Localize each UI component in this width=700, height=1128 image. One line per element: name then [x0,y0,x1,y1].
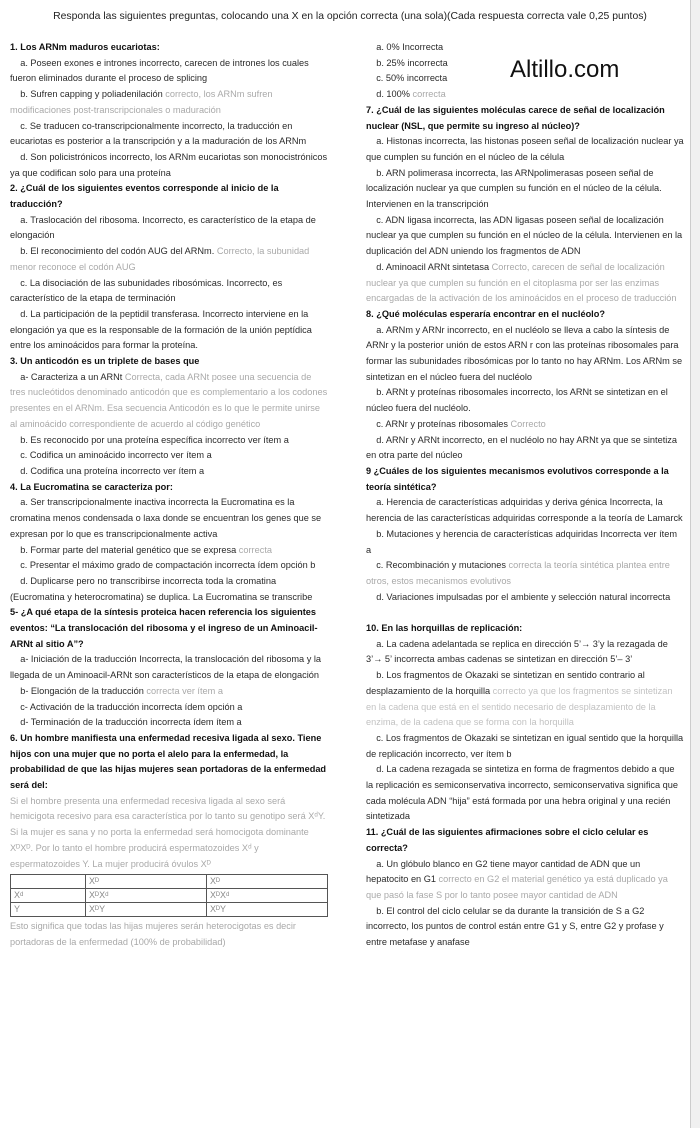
option-text: b. 25% incorrecta [366,57,448,68]
option-text: 3. Un anticodón es un triplete de bases que [10,356,200,367]
option-text: c. Presentar el máximo grado de compactación incorrecta ídem opción b [10,560,316,571]
explanation-text: correcta ver ítem a [146,685,223,696]
answer-option [10,715,328,731]
punnett-row [11,875,328,889]
option-text: c. 50% incorrecta [366,73,448,84]
option-text: a. Traslocación del ribosoma. Incorrecto, es característico de la etapa de elongación [10,214,316,241]
answer-option [366,433,684,464]
answer-option [10,448,328,464]
explanation-text: Correcto [510,418,546,429]
question [366,464,684,495]
option-text: d. ARNr y ARNt incorrecto, en el nucléolo no hay ARNt ya que se sintetiza en otra parte del núcleo [366,434,677,461]
option-text: d. Codifica una proteína incorrecto ver ítem a [10,465,205,476]
answer-option [10,307,328,354]
punnett-row [11,889,328,903]
option-text: c. Los fragmentos de Okazaki se sintetizan en igual sentido que la horquilla de replicación incorrecto, ver ítem b [366,732,684,759]
left-column [10,40,328,951]
explanation-text: correcto en G2 el material genético ya está duplicado ya que pasó la fase S por lo tanto posee mayor cantidad de ADN [366,874,668,900]
option-text: c. Se traducen co-transcripcionalmente incorrecto, la traducción en eucariotas es posterior a la transcripción y a la maduración de los ARNm [10,120,307,147]
punnett-cell: XᴰXᵈ [207,889,328,903]
punnett-cell: XᴰY [207,903,328,917]
option-text: 1. Los ARNm maduros eucariotas: [10,42,160,52]
option-text: b. Sufren capping y poliadenilación [10,89,166,100]
option-text: a. Histonas incorrecta, las histonas poseen señal de localización nuclear ya que cumplen su función en el núcleo de la célula [366,136,684,162]
option-text: d. Variaciones impulsadas por el ambiente y selección natural incorrecta [366,591,671,602]
answer-option [10,558,328,574]
answer-option [10,574,328,605]
answer-option [366,56,684,72]
option-text: b. El control del ciclo celular se da durante la transición de S a G2 incorrecto, los puntos de control están entre G1 y S, entre G2 y profase y entre metafase y anafase [366,905,664,948]
punnett-conclusion: Esto significa que todas las hijas mujeres serán heterocigotas es decir portadoras de la enfermedad (100% de probabilidad) [10,921,296,947]
option-text: d- Terminación de la traducción incorrecta ídem ítem a [10,717,242,728]
answer-option [366,40,684,56]
question [10,480,328,496]
answer-option [10,150,328,181]
question [366,621,684,637]
answer-option [10,700,328,716]
option-text: 7. ¿Cuál de las siguientes moléculas carece de señal de localización nuclear (NSL, que permite su ingreso al núcleo)? [366,104,665,131]
punnett-table [10,874,328,917]
option-text: a. La cadena adelantada se replica en dirección 5’→ 3’y la rezagada de 3’→ 5’ incorrecta ambas cadenas se sintetizan en dirección 5’– 3’ [366,638,668,665]
question [10,731,328,794]
option-text: 8. ¿Qué moléculas esperaría encontrar en el nucléolo? [366,308,605,319]
option-text: a. 0% Incorrecta [366,42,444,52]
explanation-text: Si el hombre presenta una enfermedad recesiva ligada al sexo será hemicigota recesivo para esa característica por lo tanto su genotipo será XᵈY. Si la mujer es sana y no porta la enfermedad será homocigota dominante XᴰXᴰ. Por lo tanto el hombre producirá espermatozoides Xᵈ y espermatozoides Y. La mujer producirá óvulos Xᴰ [10,795,326,869]
answer-option [366,87,684,103]
answer-option [366,637,684,668]
punnett-cell: XᴰY [86,903,207,917]
answer-option [366,904,684,951]
option-text: c- Activación de la traducción incorrecta ídem opción a [10,701,243,712]
answer-option [366,134,684,165]
option-text: 9 ¿Cuáles de los siguientes mecanismos evolutivos corresponde a la teoría sintética? [366,465,669,492]
punnett-row [11,903,328,917]
option-text: c. Recombinación y mutaciones [366,560,509,571]
answer-option [10,464,328,480]
option-text: 10. En las horquillas de replicación: [366,623,523,634]
punnett-cell: Xᴰ [207,875,328,889]
answer-option [10,794,328,873]
question [10,40,328,56]
option-text: 5- ¿A qué etapa de la síntesis proteica hacen referencia los siguientes eventos: “La translocación del ribosoma y el ingreso de un Aminoacil-ARNt al sitio A”? [10,607,318,649]
answer-option [10,433,328,449]
answer-option [10,370,328,433]
answer-option [10,56,328,87]
answer-option [366,527,684,558]
answer-option [10,543,328,559]
answer-option [366,385,684,416]
answer-option [10,87,328,118]
option-text: a. ARNm y ARNr incorrecto, en el nucléolo se lleva a cabo la síntesis de ARNr y la posterior unión de estos ARN r con las proteínas ribosomales para formar las subunidades ribosómicas por lo tanto no hay ARNm. Los ARNm se sintetizan en el núcleo fuera del nucléolo [366,324,683,382]
option-text: b. ARNt y proteínas ribosomales incorrecto, los ARNt se sintetizan en el núcleo fuera del nucléolo. [366,387,668,414]
answer-option [366,605,684,621]
explanation-text: Correcto, carecen de señal de localización nuclear ya que cumplen su función en el citoplasma por ser las enzimas encargadas de la activación de los aminoácidos en el proceso de traducción [366,261,677,304]
option-text: a. Herencia de características adquiridas y deriva génica Incorrecta, la herencia de las características adquiridas corresponde a la teoría de Lamarck [366,497,683,524]
answer-option [366,590,684,606]
option-text: b. Los fragmentos de Okazaki se sintetizan en sentido contrario al desplazamiento de la horquilla [366,670,645,696]
punnett-cell: Y [11,903,86,917]
instructions-header: Responda las siguientes preguntas, colocando una X en la opción correcta (una sola)(Cada respuesta correcta vale 0,25 puntos) [53,11,647,22]
answer-option [366,260,684,307]
option-text: b. Es reconocido por una proteína específica incorrecto ver ítem a [10,434,289,445]
option-text: c. Codifica un aminoácido incorrecto ver ítem a [10,450,212,461]
right-column [366,40,684,951]
answer-option [366,762,684,825]
option-text: c. La disociación de las subunidades ribosómicas. Incorrecto, es característico de la etapa de terminación [10,277,283,304]
option-text: d. La cadena rezagada se sintetiza en forma de fragmentos debido a que la replicación es semiconservativa incorrecto, semiconservativa significa que cada molécula ADN “hija” está formada por una hebra original y una recién sintetizada [366,764,679,822]
option-text: b. ARN polimerasa incorrecta, las ARNpolimerasas poseen señal de localización nuclear ya que cumplen su función en el núcleo de la célula. Intervienen en la transcripción [366,167,662,210]
option-text: d. Duplicarse pero no transcribirse incorrecta toda la cromatina (Eucromatina y heterocromatina) se duplica. La Eucromatina se transcribe [10,575,313,602]
answer-option [366,71,684,87]
question [366,825,684,856]
option-text: a. Ser transcripcionalmente inactiva incorrecta la Eucromatina es la cromatina menos condensada o laxa donde se encuentran los genes que se expresan por lo que es transcripcionalmente activa [10,497,322,539]
answer-option [366,558,684,589]
option-text: b. Formar parte del material genético que se expresa [10,544,239,555]
option-text: d. Son policistrónicos incorrecto, los ARNm eucariotas son monocistrónicos ya que codifican solo para una proteína [10,151,328,178]
explanation-text: Correcta, cada ARNt posee una secuencia de tres nucleótidos denominado anticodón que es complementario a los codones presentes en el ARNm. Esa secuencia Anticodón es lo que le permite unirse al aminoácido correspondiente de acuerdo al código genético [10,371,328,429]
explanation-text: correcta la teoría sintética plantea entre otros, estos mecanismos evolutivos [366,560,670,586]
question [10,181,328,212]
answer-option [366,417,684,433]
option-text: b- Elongación de la traducción [10,685,147,696]
option-text: a- Iniciación de la traducción Incorrecta, la translocación del ribosoma y la llegada de un Aminoacil-ARNt son característicos de la etapa de elongación [10,654,321,681]
explanation-text: correcto, los ARNm sufren modificaciones post-transcripcionales o maduración [10,89,273,115]
answer-option [10,495,328,542]
punnett-cell: XᴰXᵈ [86,889,207,903]
option-text: a. Un glóbulo blanco en G2 tiene mayor cantidad de ADN que un hepatocito en G1 [366,858,641,885]
option-text [366,607,376,617]
answer-option [366,668,684,731]
punnett-cell: Xᴰ [86,875,207,889]
option-text: c. ADN ligasa incorrecta, las ADN ligasas poseen señal de localización nuclear ya que cumplen su función en el núcleo de la célula. Intervienen en la duplicación del ADN uniendo los fragmentos de ADN [366,214,683,257]
explanation-text: correcta [238,544,272,555]
answer-option [366,495,684,526]
question [366,103,684,134]
punnett-cell: Xᵈ [11,889,86,903]
page-edge [690,0,700,1128]
explanation-text: Correcto, la subunidad menor reconoce el codón AUG [10,246,310,272]
option-text: d. Aminoacil ARNt sintetasa [366,261,492,272]
left-content [10,40,328,872]
option-text: c. ARNr y proteínas ribosomales [366,418,511,429]
option-text: d. 100% [366,89,413,100]
answer-option [366,166,684,213]
explanation-text: correcto ya que los fragmentos se sintetizan en la cadena que está en el sentido necesario de desplazamiento de la enzima, de la cadena que se forma con la horquilla [366,685,673,728]
answer-option [10,213,328,244]
option-text: 6. Un hombre manifiesta una enfermedad recesiva ligada al sexo. Tiene hijos con una mujer que no porta el alelo para la enfermedad, la probabilidad de que las hijas mujeres sean portadoras de la enfermedad será del: [10,732,327,791]
answer-option [366,857,684,904]
answer-option [366,213,684,260]
altillo-logo: Altillo.com [510,56,620,83]
option-text: d. La participación de la peptidil transferasa. Incorrecto interviene en la elongación ya que es la responsable de la formación de la unión peptídica entre los aminoácidos para formar la proteína. [10,308,312,351]
option-text: 11. ¿Cuál de las siguientes afirmaciones sobre el ciclo celular es correcta? [366,827,649,853]
answer-option [10,244,328,275]
question [366,307,684,323]
question [10,354,328,370]
option-text: b. Mutaciones y herencia de características adquiridas Incorrecta ver ítem a [366,528,677,555]
question [10,605,328,652]
option-text: a- Caracteriza a un ARNt [10,371,125,382]
option-text: b. El reconocimiento del codón AUG del ARNm. [10,246,217,257]
answer-option [10,652,328,683]
right-content [366,40,684,951]
punnett-cell [11,875,86,889]
answer-option [366,323,684,386]
explanation-text: correcta [412,89,446,100]
answer-option [10,119,328,150]
option-text: 4. La Eucromatina se caracteriza por: [10,481,173,492]
option-text: a. Poseen exones e intrones incorrecto, carecen de intrones los cuales fueron eliminados durante el proceso de splicing [10,57,309,84]
option-text: 2. ¿Cuál de los siguientes eventos corresponde al inicio de la traducción? [10,183,279,210]
answer-option [10,276,328,307]
answer-option [366,731,684,762]
answer-option [10,684,328,700]
